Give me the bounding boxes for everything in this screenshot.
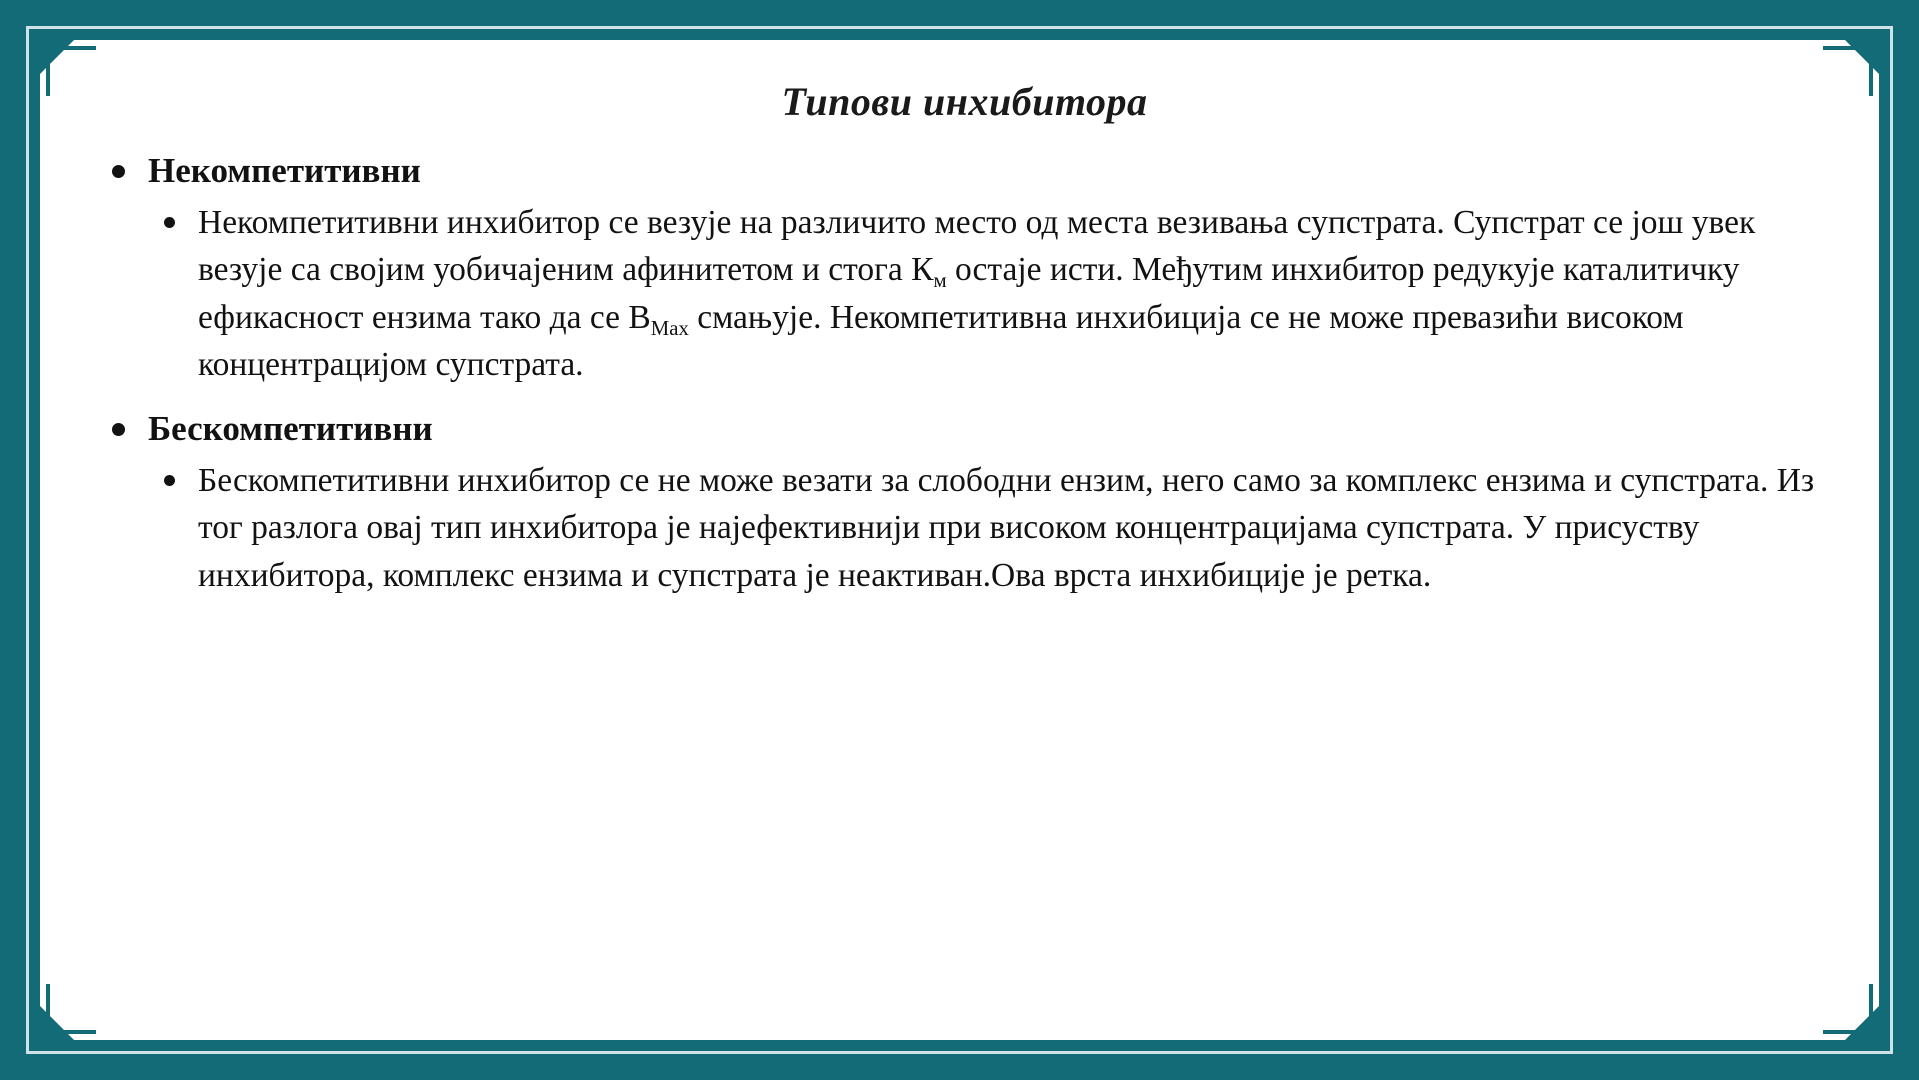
sub-bullet-list: [90, 457, 1839, 600]
paragraph-text-part1: Некомпетитивни инхибитор се везује на различито место од места везивања супстрата. Супстрат се још увек везује са својим уобичајеним афинитетом и стога К: [198, 203, 1756, 289]
section-heading-label: Некомпетитивни: [148, 151, 421, 190]
corner-accent-bottom-left: [46, 984, 96, 1034]
subscript-km: м: [933, 268, 947, 292]
section-heading-uncompetitive: [90, 407, 1839, 451]
sub-bullet-list: [90, 199, 1839, 389]
corner-accent-top-left: [46, 46, 96, 96]
bullet-dot-icon: [164, 217, 175, 228]
paragraph-text-part2: остаје исти. Међутим инхибитор редукује каталитичку ефикасност ензима тако да се B: [198, 251, 1740, 336]
bullet-dot-icon: [112, 165, 125, 178]
bullet-dot-icon: [112, 423, 125, 436]
subscript-vmax: Max: [650, 316, 689, 340]
bullet-list: [90, 149, 1839, 599]
slide-content: [90, 78, 1839, 1010]
paragraph-text: Бескомпетитивни инхибитор се не може везати за слободни ензим, него само за комплекс ензима и супстрата. Из тог разлога овај тип инхибитора је најефективнији при високом концентрацијама супстрата. У присуству инхибитора, комплекс ензима и супстрата је неактиван.Ова врста инхибиције је ретка.: [198, 461, 1815, 594]
list-item: [90, 199, 1839, 389]
bullet-dot-icon: [164, 475, 175, 486]
section-heading-noncompetitive: [90, 149, 1839, 193]
list-item: [90, 457, 1839, 600]
slide-title: Типови инхибитора: [781, 79, 1148, 124]
section-heading-label: Бескомпетитивни: [148, 409, 433, 448]
list-item: [90, 149, 1839, 389]
list-item: [90, 407, 1839, 599]
paragraph-text-part3: смањује. Некомпетитивна инхибиција се не може превазићи високом концентрацијом супстрата.: [198, 298, 1684, 384]
